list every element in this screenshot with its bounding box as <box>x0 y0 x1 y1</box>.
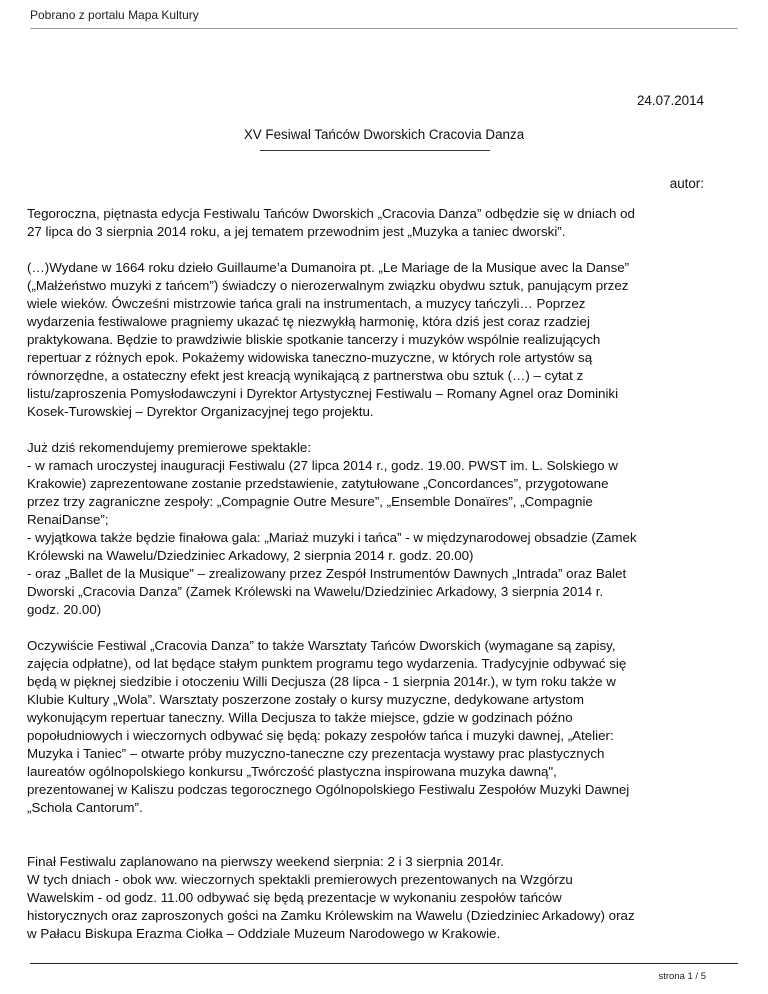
paragraph-line: W tych dniach - obok ww. wieczornych spektakli premierowych prezentowanych na Wzgórzu <box>27 872 573 887</box>
publication-date: 24.07.2014 <box>636 93 704 108</box>
paragraph-line: Kosek-Turowskiej – Dyrektor Organizacyjnej tego projektu. <box>27 404 374 419</box>
paragraph-line: Dworski „Cracovia Danza” (Zamek Królewski na Wawelu/Dziedziniec Arkadowy, 3 sierpnia 2014 r. <box>27 584 604 599</box>
portal-source-header: Pobrano z portalu Mapa Kultury <box>30 8 199 22</box>
paragraph-line: prezentowanej w Kaliszu podczas tegorocznego Ogólnopolskiego Festiwalu Zespołów Muzyki Dawnej <box>27 782 630 797</box>
footer-divider <box>30 963 738 964</box>
paragraph-line: popołudniowych i wieczornych odbywać się będą: pokazy zespołów tańca i muzyki dawnej, „Atelier: <box>27 728 614 743</box>
paragraph-line: laureatów ogólnopolskiego konkursu „Twórczość plastyczna inspirowana muzyka dawną", <box>27 764 557 779</box>
paragraph <box>27 853 727 943</box>
page-number: strona 1 / 5 <box>658 971 706 982</box>
paragraph-line: zajęcia odpłatne), od lat będące stałym punktem programu tego wydarzenia. Tradycyjnie odbywać się <box>27 656 627 671</box>
paragraph-line: 27 lipca do 3 sierpnia 2014 roku, a jej tematem przewodnim jest „Muzyka a taniec dworski”. <box>27 224 566 239</box>
paragraph-line: Oczywiście Festiwal „Cracovia Danza” to także Warsztaty Tańców Dworskich (wymagane są zapisy, <box>27 638 616 653</box>
paragraph-line: Już dziś rekomendujemy premierowe spektakle: <box>27 440 312 455</box>
article-body <box>27 205 727 961</box>
paragraph-line: Krakowie) zaprezentowane zostanie przedstawienie, zatytułowane „Concordances”, przygotowane <box>27 476 609 491</box>
paragraph-line: Wawelskim - od godz. 11.00 odbywać się będą prezentacje w wykonaniu zespołów tańców <box>27 890 562 905</box>
paragraph-line: - w ramach uroczystej inauguracji Festiwalu (27 lipca 2014 r., godz. 19.00. PWST im. L. Solskiego w <box>27 458 618 473</box>
paragraph-line: przez trzy zagraniczne zespoły: „Compagnie Outre Mesure”, „Ensemble Donaïres”, „Compagnie <box>27 494 593 509</box>
paragraph-line: równorzędne, a ostateczny efekt jest kreacją wynikającą z partnerstwa obu sztuk (…) – cytat z <box>27 368 584 383</box>
paragraph-line: („Małżeństwo muzyki z tańcem”) świadczy o nierozerwalnym związku obydwu sztuk, panującym przez <box>27 278 629 293</box>
paragraph-line: godz. 20.00) <box>27 602 102 617</box>
paragraph-line: repertuar z różnych epok. Pokażemy widowiska taneczno-muzyczne, w których role artystów są <box>27 350 593 365</box>
paragraph-line: - wyjątkowa także będzie finałowa gala: „Mariaż muzyki i tańca” - w międzynarodowej obsadzie (Zamek <box>27 530 637 545</box>
paragraph <box>27 259 727 421</box>
title-underline <box>260 150 490 151</box>
paragraph <box>27 637 727 817</box>
paragraph-line: Finał Festiwalu zaplanowano na pierwszy weekend sierpnia: 2 i 3 sierpnia 2014r. <box>27 854 504 869</box>
paragraph-line: wiele wieków. Ówcześni mistrzowie tańca grali na instrumentach, a muzycy tańczyli… Poprzez <box>27 296 586 311</box>
author-label: autor: <box>669 176 704 191</box>
paragraph-line: w Pałacu Biskupa Erazma Ciołka – Oddziale Muzeum Narodowego w Krakowie. <box>27 926 501 941</box>
paragraph-line: RenaiDanse”; <box>27 512 109 527</box>
paragraph-line: Tegoroczna, piętnasta edycja Festiwalu Tańców Dworskich „Cracovia Danza” odbędzie się w dniach od <box>27 206 635 221</box>
paragraph-line: praktykowana. Będzie to prawdziwie bliskie spotkanie tancerzy i muzyków wspólnie realizujących <box>27 332 601 347</box>
paragraph-line: będą w pięknej siedzibie i otoczeniu Willi Decjusza (28 lipca - 1 sierpnia 2014r.), w tym roku także w <box>27 674 616 689</box>
paragraph-line: Klubie Kultury „Wola”. Warsztaty poszerzone zostały o kursy muzyczne, dedykowane artystom <box>27 692 584 707</box>
paragraph-line: wydarzenia festiwalowe pragniemy ukazać tę niezwykłą harmonię, która dziś jest coraz rzadziej <box>27 314 590 329</box>
paragraph-line: - oraz „Ballet de la Musique” – zrealizowany przez Zespół Instrumentów Dawnych „Intrada” oraz Balet <box>27 566 627 581</box>
paragraph-line: (…)Wydane w 1664 roku dzieło Guillaume’a Dumanoira pt. „Le Mariage de la Musique avec la Danse” <box>27 260 630 275</box>
paragraph-line: wykonującym repertuar taneczny. Willa Decjusza to także miejsce, gdzie w godzinach późno <box>27 710 573 725</box>
paragraph <box>27 205 727 241</box>
header-divider <box>30 28 738 29</box>
paragraph-line: listu/zaproszenia Pomysłodawczyni i Dyrektor Artystycznej Festiwalu – Romany Agnel oraz Dominiki <box>27 386 619 401</box>
paragraph-line: „Schola Cantorum”. <box>27 800 143 815</box>
paragraph <box>27 439 727 619</box>
article-title: XV Fesiwal Tańców Dworskich Cracovia Danza <box>243 127 525 142</box>
paragraph-line: Królewski na Wawelu/Dziedziniec Arkadowy, 2 sierpnia 2014 r. godz. 20.00) <box>27 548 474 563</box>
paragraph-line: Muzyka i Taniec” – otwarte próby muzyczno-taneczne czy prezentacja wystawy prac plastycznych <box>27 746 605 761</box>
paragraph-spacer <box>27 835 727 853</box>
paragraph-line: historycznych oraz zaproszonych gości na Zamku Królewskim na Wawelu (Dziedziniec Arkadowy) oraz <box>27 908 635 923</box>
